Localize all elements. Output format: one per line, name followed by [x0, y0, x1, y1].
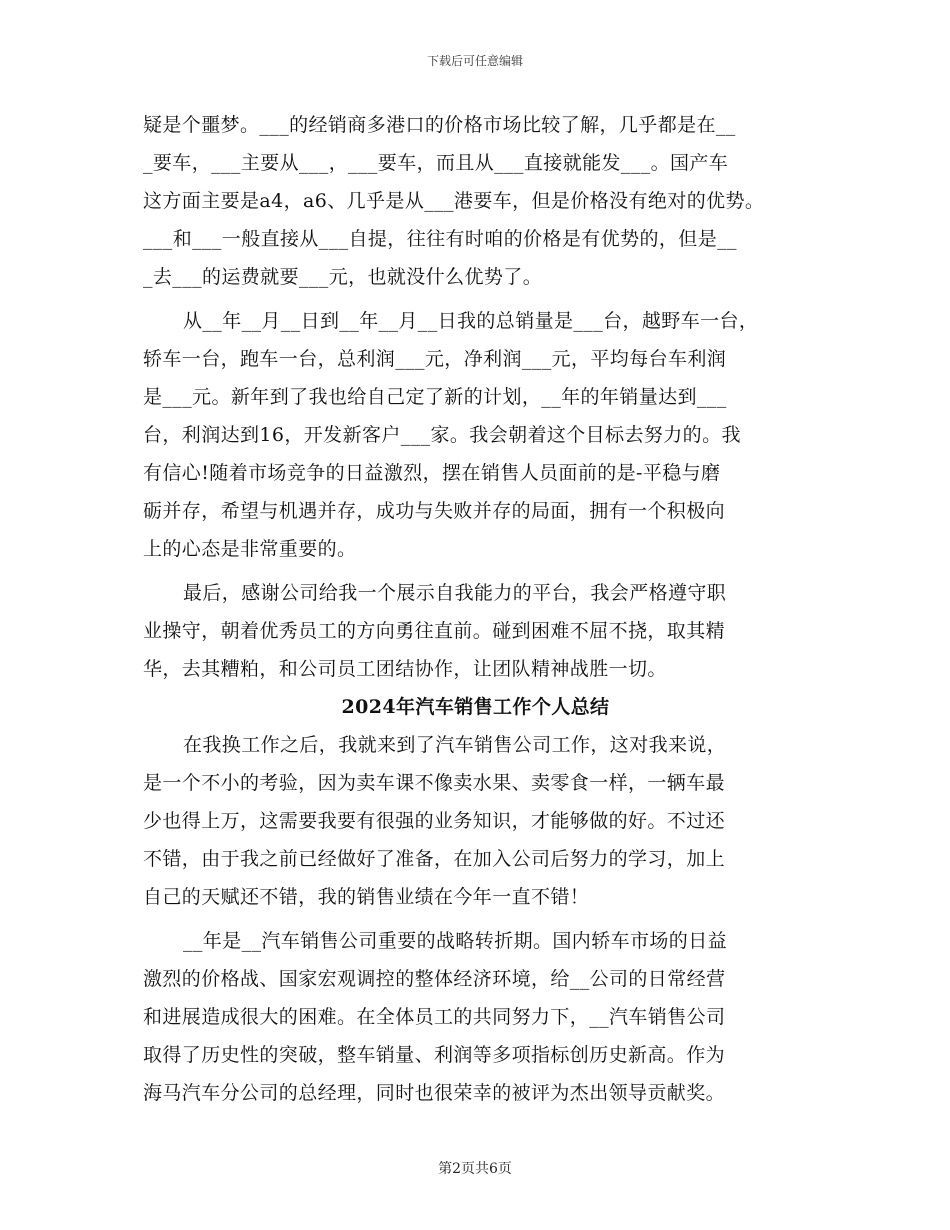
text-line: 业操守，朝着优秀员工的方向勇往直前。碰到困难不屈不挠，取其精	[143, 620, 726, 642]
text-line: 少也得上万，这需要我要有很强的业务知识，才能够做的好。不过还	[143, 810, 726, 832]
text-line: 华，去其糟粕，和公司员工团结协作，让团队精神战胜一切。	[143, 658, 667, 680]
paragraph	[143, 106, 808, 296]
text-line: 不错，由于我之前已经做好了准备，在加入公司后努力的学习，加上	[143, 848, 726, 870]
text-line: 最后，感谢公司给我一个展示自我能力的平台，我会严格遵守职	[183, 582, 727, 604]
text-line: 在我换工作之后，我就来到了汽车销售公司工作，这对我来说，	[183, 734, 727, 756]
text-line: 从__年__月__日到__年__月__日我的总销量是___台，越野车一台，	[183, 310, 759, 332]
text-line: _去___的运费就要___元，也就没什么优势了。	[143, 266, 543, 288]
text-line: 是___元。新年到了我也给自己定了新的计划，__年的年销量达到___	[143, 386, 727, 408]
text-line: 自己的天赋还不错，我的销售业绩在今年一直不错！	[143, 886, 590, 908]
text-line: 上的心态是非常重要的。	[143, 538, 357, 560]
text-line: 砺并存，希望与机遇并存，成功与失败并存的局面，拥有一个积极向	[143, 500, 726, 522]
text-line: __年是__汽车销售公司重要的战略转折期。国内轿车市场的日益	[183, 930, 728, 952]
paragraph	[143, 922, 808, 1112]
text-line: ___和___一般直接从___自提，往往有时咱的价格是有优势的，但是__	[143, 228, 737, 250]
text-line: 这方面主要是a4，a6、几乎是从___港要车，但是价格没有绝对的优势。	[143, 190, 765, 212]
paragraph	[143, 726, 808, 916]
text-line: 有信心!随着市场竞争的日益激烈，摆在销售人员面前的是-平稳与磨	[143, 462, 721, 484]
text-line: 和进展造成很大的困难。在全体员工的共同努力下，__汽车销售公司	[143, 1006, 726, 1028]
text-line: 是一个不小的考验，因为卖车课不像卖水果、卖零食一样，一辆车最	[143, 772, 726, 794]
text-line: 台，利润达到16，开发新客户___家。我会朝着这个目标去努力的。我	[143, 424, 741, 446]
text-line: 疑是个噩梦。___的经销商多港口的价格市场比较了解，几乎都是在__	[143, 114, 736, 136]
text-line: 海马汽车分公司的总经理，同时也很荣幸的被评为杰出领导贡献奖。	[143, 1082, 726, 1104]
text-line: 激烈的价格战、国家宏观调控的整体经济环境，给__公司的日常经营	[143, 968, 726, 990]
text-line: _要车，___主要从___，___要车，而且从___直接就能发___。国产车	[143, 152, 729, 174]
page-footer: 第2页共6页	[438, 1161, 512, 1177]
section-title: 2024年汽车销售工作个人总结	[341, 696, 610, 718]
text-line: 轿车一台，跑车一台，总利润___元，净利润___元，平均每台车利润	[143, 348, 727, 370]
document-body	[143, 106, 808, 1112]
text-line: 取得了历史性的突破，整车销量、利润等多项指标创历史新高。作为	[143, 1044, 726, 1066]
page-header: 下载后可任意编辑	[426, 54, 523, 68]
paragraph	[143, 302, 808, 568]
paragraph	[143, 574, 808, 688]
